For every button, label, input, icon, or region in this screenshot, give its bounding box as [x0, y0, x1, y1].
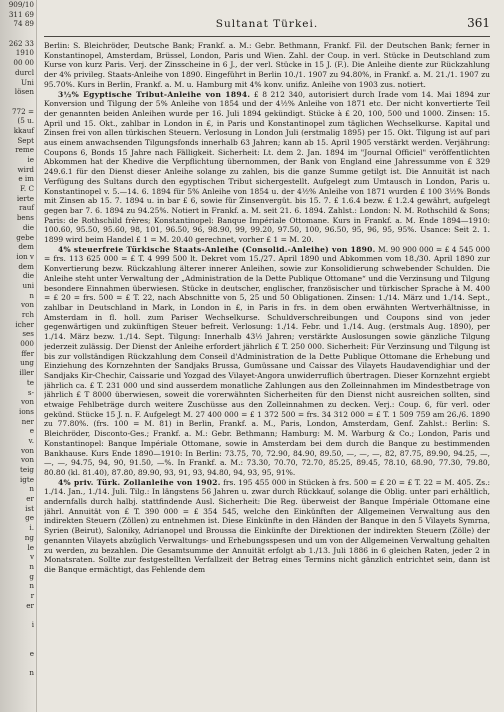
margin-fragment: 311 69: [8, 9, 34, 19]
margin-fragment: ses: [22, 329, 34, 339]
margin-fragment: 000: [20, 339, 34, 349]
margin-fragment: dem: [18, 242, 34, 252]
margin-fragment: ner: [21, 416, 34, 426]
paragraph-text: Berlin: S. Bleichröder, Deutsche Bank; Frankf. a. M.: Gebr. Bethmann, Frankf. Fil. der Deutschen Bank; ferner in Konstantinopel, Amsterdam, Brüssel, London, Paris und Wien. Zahl. der Coup. in verl. Stücke in Deutschland zum Kurse von kurz Paris. Verj. der Zinsscheine in 6 J., der verl. Stücke in 15 J. (F.). Die Anleihe diente zur Rückzahlung der 4% privileg. Staats-Anleihe von 1890. Eingeführt in Berlin 10./1. 1907 zu 94.80%, in Frankf. a. M. 21./1. 1907 zu 95.70%. Kurs in Berlin, Frankf. a. M. u. Hamburg mit 4% konv. unifiz. Anleihe von 1903 zus. notiert.: [44, 41, 490, 89]
paragraph-consolidated-loan: [44, 245, 490, 478]
margin-fragment: uni: [22, 280, 34, 290]
margin-fragment: i.: [29, 523, 34, 533]
margin-fragment: [0, 97, 36, 107]
margin-fragment: [0, 659, 36, 669]
margin-fragment: [0, 707, 36, 712]
paragraph-text: M. 90 900 000 = £ 4 545 000 = frs. 113 625 000 = £ T. 4 999 500 lt. Dekret vom 15./27. April 1890 und Abkommen vom 18./30. April 1890 zur Konvertierung bezw. Rückzahlung älterer innerer Anleihen, sowie zur Konsolidierung schwebender Schulden. Die Anleihe steht unter Verwaltung der „Administration de la Dette Publique Ottomane“ und die Verzinsung und Tilgung besondere Einnahmen überwiesen. Stücke in deutscher, englischer, französischer und türkischer Sprache à M. 400 = £ 20 = frs. 500 = £ T. 22, nach Abschnitte von 5, 25 und 50 Obligationen. Zinsen: 1./14. März und 1./14. Sept., zahlbar in Deutschland in Mark, in London in £, in Paris in frs. in dem oben erwähnten Wertverhältnisse, in Amsterdam in fl. holl. zum Pariser Wechselkurse. Schuldverschreibungen und Coupons sind von jeder gegenwärtigen und zukünftigen Steuer befreit. Verlosung: 1./14. Febr. und 1./14. Aug. (erstmals Aug. 1890), per 1./14. März bezw. 1./14. Sept. Tilgung: Innerhalb 43½ Jahren; verstärkte Auslosungen sowie gänzliche Tilgung jederzeit zulässig. Der Dienst der Anleihe erfordert jährlich £ T. 250 000. Sicherheit: Für Verzinsung und Tilgung ist bis zur vollständigen Rückzahlung dem Conseil d'Administration de la Dette Publique Ottomane die Erhebung und Einziehung des Kornzehnten der Sandjaks Brussa, Gumüssane und Caissar des Vilayets Haudavendighiar und der Sandjaks Kir-Chechir, Caissarie und Yozgad des Vilayet-Angora unwiderruflich übertragen. Dieser Kornzehnt ergiebt jährlich ca. £ T. 231 000 und sind ausserdem monatliche Zahlungen aus den Zolleinnahmen im Mindestbetrage von jährlich £ T 8000 überwiesen, soweit die vorerwähnten Sicherheiten für den Dienst nicht ausreichen sollten, sind etwaige Fehlbeträge durch weitere Zuschüsse aus den Zolleinnahmen zu decken. Verj.: Coup. 6, für verl. oder gekünd. Stücke 15 J. n. F. Aufgelegt M. 27 400 000 = £ 1 372 500 = frs. 34 312 000 = £ T. 1 509 759 am 26./6. 1890 zu 77.80%. (frs. 100 = M. 81) in Berlin, Frankf. a. M., Paris, London, Amsterdam, Genf. Zahlst.: Berlin: S. Bleichröder, Disconto-Ges.; Frankf. a. M.: Gebr. Bethmann; Hamburg: M. M. Warburg & Co.; London, Paris und Konstantinopel: Banque Impériale Ottomane, sowie in Amsterdam bei dem durch die Banque zu bestimmenden Bankhause. Kurs Ende 1890—1910: In Berlin: 73.75, 70, 72.90, 84.90, 89.50, —, —, —, 82, 87.75, 89.90, 94.25, —, —, —, 94.75, 94, 90, 91.50, —%. In Frankf. a. M.: 73.30, 70.70, 72.70, 85.25, 89.45, 78.10, 68.90, 77.30, 79.80, 80.80 (kl. 81.40), 87.80, 89.90, 93, 91, 93, 94.80, 94, 93, 95, 91%.: [44, 244, 490, 477]
margin-fragment: er: [26, 600, 34, 610]
margin-fragment: [0, 688, 36, 698]
margin-fragment: e im: [18, 174, 34, 184]
margin-fragment: von: [20, 455, 34, 465]
margin-fragment: [0, 29, 36, 39]
margin-fragment: iller: [19, 368, 34, 378]
margin-fragment: kkauf: [13, 125, 34, 135]
paragraph-customs-loan: [44, 478, 490, 575]
margin-fragment: 00 00: [13, 58, 34, 68]
margin-fragment: ist: [25, 503, 34, 513]
margin-fragment: von: [20, 445, 34, 455]
margin-fragment: ie: [27, 155, 34, 164]
margin-fragment: [0, 678, 36, 688]
document-page: [44, 14, 490, 704]
margin-fragment: n: [29, 561, 34, 571]
paragraph-egyptian-tribute-loan: [44, 90, 490, 245]
margin-fragment: ions: [19, 406, 34, 416]
margin-fragment: icher: [15, 319, 34, 329]
margin-fragment: Uni: [21, 77, 34, 87]
margin-fragment: (5 u.: [17, 116, 34, 126]
margin-fragment: ung: [20, 358, 34, 368]
margin-fragment: le: [27, 542, 34, 552]
margin-fragment: [0, 610, 36, 620]
margin-fragment: bens: [16, 213, 34, 223]
margin-fragment: n: [29, 290, 34, 300]
margin-fragment: die: [22, 222, 34, 232]
margin-fragment: durcl: [15, 67, 34, 77]
margin-fragment: te: [26, 377, 34, 387]
paragraph-text: frs. 195 455 000 in Stücken à frs. 500 = £ 20 = £ T. 22 = M. 405. Zs.: 1./14. Jan., 1./14. Juli. Tilg.: In längstens 56 Jahren u. zwar durch Rückkauf, solange die Oblig. unter pari erhältlich, andernfalls durch halbj. stattfindende Ausl. Sicherheit: Die Reg. überweist der Banque Impériale Ottomane eine jährl. Annuität von £ T. 390 000 = £ 354 545, welche den Einkünften der Allgemeinen Verwaltung aus den indirekten Steuern (Zöllen) zu entnehmen ist. Diese Einkünfte in den Händen der Banque in den 5 Vilayets Symrna, Syrien (Beirut), Saloniky, Adrianopel und Broussa die Einkünfte der Direktionen der indirekten Steuern (Zölle) der genannten Vilayets abzüglich Verwaltungs- und Erhebungsspesen und um von der Allgemeinen Verwaltung gehalten zu werden, zu bezahlen. Die Gesamtsumme der Annuität erfolgt ab 1./13. Juli 1886 in 6 gleichen Raten, jeder 2 in Monatsraten. Sollte zur festgestellten Verfallzeit der Betrag eines Termins nicht gänzlich entrichtet sein, dann ist die Banque ermächtigt, das Fehlende dem: [44, 477, 490, 574]
margin-fragment: gebe: [16, 232, 34, 242]
margin-fragment: [0, 630, 36, 640]
margin-fragment: 262 33: [8, 38, 34, 48]
margin-fragment: i: [31, 620, 34, 629]
margin-fragment: ng: [24, 532, 34, 542]
margin-fragment: ion v: [16, 251, 34, 261]
margin-fragment: ffer: [21, 348, 34, 358]
margin-fragment: teig: [19, 465, 34, 474]
margin-fragment: Sept: [17, 135, 34, 145]
margin-fragment: die: [22, 271, 34, 281]
margin-fragment: von: [20, 300, 34, 310]
margin-fragment: F. C: [20, 184, 34, 194]
margin-fragment: ge: [25, 513, 34, 523]
margin-fragment: 772 =: [11, 106, 34, 116]
margin-fragment: n: [29, 581, 34, 591]
margin-fragment: dem: [18, 261, 34, 271]
running-title: Sultanat Türkei.: [215, 18, 319, 30]
margin-fragment: lösen: [14, 87, 34, 97]
margin-fragment: v.: [28, 435, 34, 445]
margin-fragment: [0, 698, 36, 708]
paragraph-lead: 4% priv. Türk. Zollanleihe von 1902.: [58, 477, 221, 487]
margin-fragment: g: [29, 571, 34, 581]
margin-fragment: von: [20, 397, 34, 407]
margin-fragment: ierte: [16, 193, 34, 203]
margin-fragment: [0, 639, 36, 649]
margin-fragment: wird: [17, 164, 34, 174]
margin-fragment: 1910: [15, 48, 34, 58]
margin-fragment: n: [29, 668, 34, 678]
page-number: 361: [467, 16, 490, 30]
adjacent-page-margin: [0, 0, 37, 712]
paragraph-intro: [44, 41, 490, 90]
margin-fragment: e: [29, 426, 34, 436]
body-text: [44, 41, 490, 575]
margin-fragment: s-: [27, 387, 34, 397]
margin-fragment: e: [29, 649, 34, 659]
margin-fragment: 74 89: [13, 19, 34, 29]
margin-fragment: r: [30, 590, 34, 600]
page-header: [44, 14, 490, 37]
margin-fragment: n: [29, 484, 34, 494]
margin-fragment: 909/10: [8, 0, 34, 9]
margin-fragment: rauf: [18, 203, 34, 213]
margin-fragment: er: [26, 494, 34, 504]
margin-fragment: rch: [21, 310, 34, 319]
paragraph-lead: 3½% Egyptische Tribut-Anleihe von 1894.: [58, 89, 251, 99]
margin-fragment: reme: [15, 145, 34, 155]
paragraph-text: £ 8 212 340, autorisiert durch Irade vom 14. Mai 1894 zur Konversion und Tilgung der 5% Anleihe von 1854 und der 4½% Anleihe von 1871 etc. Der nicht konvertierte Teil der genannten beiden Anleihen wurde per 16. Juli 1894 gekündigt. Stücke à £ 20, 100, 500 und 1000. Zinsen: 15. April und 15. Okt., zahlbar in London in £, in Paris und Konstantinopel zum täglichen Wechselkurse. Kapital und Zinsen frei von allen türkischen Steuern. Verlosung in London Juli (erstmalig 1895) per 15. Okt. Tilgung ist auf pari aus einem anwachsenden Tilgungsfonds innerhalb 63 Jahren; kann ab 15. April 1905 verstärkt werden. Verjährung: Coupons 6, Bonds 15 Jahre nach Fälligkeit. Sicherheit: Lt. dem 2. Jan. 1894 im "Journal Officiel" veröffentlichten Abkommen hat der Khedive die Verpflichtung übernommen, der Bank von England eine Jahressumme von £ 329 249.6.1 für den Dienst dieser Anleihe solange zu zahlen, bis die ganze Summe getilgt ist. Die Annuität ist nach Verfügung des Sultans durch den egyptischen Tribut sichergestellt. Aufgelegt zum Umtausch in London, Paris u. Konstantinopel v. 5.—14. 6. 1894 für 5% Anleihe von 1854 u. der 4½% Anleihe von 1871 wurden £ 100 3½% Bonds mit Zinsen ab 15. 7. 1894 u. in bar £ 6, sowie für Zinsenvergüt. bis 15. 7. £ 1.6.4 bezw. £ 1.2.4 gewährt, aufgelegt gegen bar 7. 6. 1894 zu 94.25%. Notiert in Frankf. a. M. seit 21. 6. 1894. Zahlst.: London: N. M. Rothschild & Sons; Paris: de Rothschild frères; Konstantinopel: Banque Impériale Ottomane. Kurs in Frankf. a. M. Ende 1894—1910: 100.60, 95.50, 95.60, 98, 101, 96.50, 96, 98.90, 99, 99.20, 97.50, 100, 96.50, 95, 96, 95, 95%. Usance: Seit 2. 1. 1899 wird beim Handel £ 1 = M. 20.40 gerechnet, vorher £ 1 = M. 20.: [44, 89, 490, 245]
margin-fragment: v: [29, 552, 34, 562]
margin-fragment: igte: [19, 474, 34, 484]
paragraph-lead: 4% steuerfreie Türkische Staats-Anleihe (Consolid.-Anleihe) von 1890.: [58, 244, 376, 254]
